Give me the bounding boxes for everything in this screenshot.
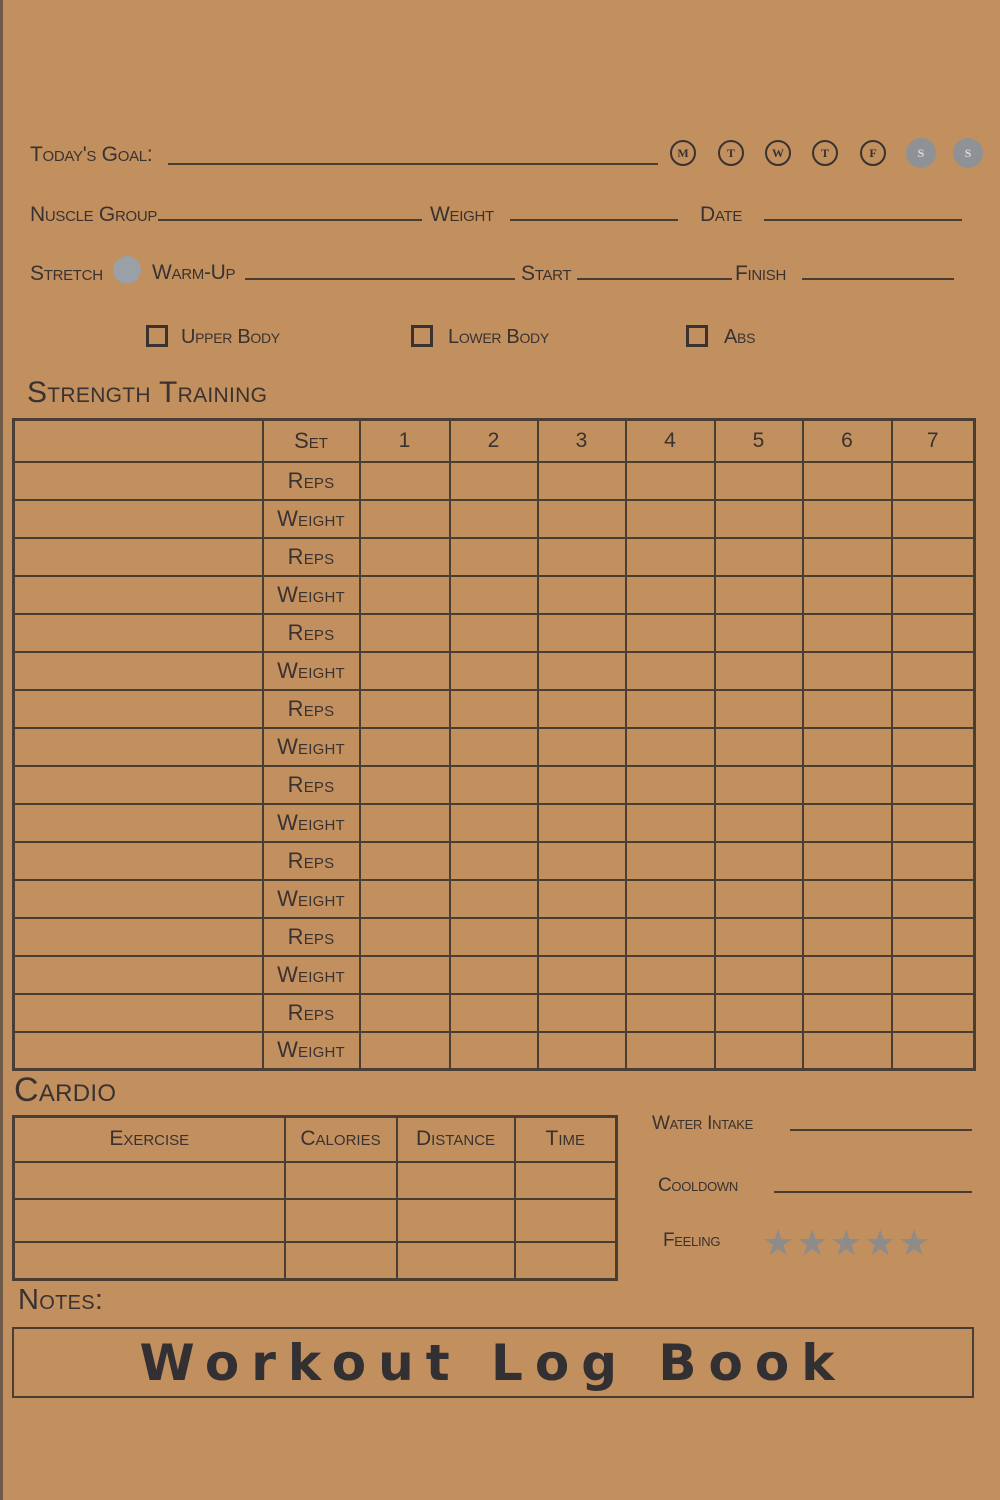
row-type-label: Reps	[263, 538, 360, 576]
set-entry-cell[interactable]	[803, 918, 892, 956]
cooldown-field[interactable]	[774, 1191, 972, 1193]
strength-row	[14, 652, 975, 690]
stretch-label: Stretch	[30, 262, 103, 285]
set-entry-cell[interactable]	[450, 842, 538, 880]
set-entry-cell[interactable]	[538, 652, 626, 690]
set-entry-cell[interactable]	[360, 690, 450, 728]
start-field[interactable]	[577, 278, 732, 280]
set-entry-cell[interactable]	[892, 804, 975, 842]
water-intake-field[interactable]	[790, 1129, 972, 1131]
set-entry-cell[interactable]	[626, 918, 715, 956]
set-entry-cell[interactable]	[715, 994, 803, 1032]
set-number-header: 1	[360, 420, 450, 462]
cardio-table	[12, 1115, 618, 1281]
water-intake-label: Water Intake	[652, 1113, 753, 1134]
lower-body-checkbox[interactable]	[411, 325, 433, 347]
row-type-label: Weight	[263, 880, 360, 918]
set-entry-cell[interactable]	[538, 880, 626, 918]
row-type-label: Reps	[263, 766, 360, 804]
set-entry-cell[interactable]	[892, 994, 975, 1032]
day-toggle-monday[interactable]: M	[670, 140, 696, 166]
set-entry-cell[interactable]	[450, 956, 538, 994]
abs-checkbox[interactable]	[686, 325, 708, 347]
exercise-name-cell[interactable]	[14, 538, 263, 576]
cardio-row	[14, 1199, 617, 1242]
set-entry-cell[interactable]	[892, 652, 975, 690]
row-type-label: Reps	[263, 462, 360, 500]
set-entry-cell[interactable]	[360, 804, 450, 842]
set-entry-cell[interactable]	[360, 576, 450, 614]
strength-row	[14, 804, 975, 842]
set-entry-cell[interactable]	[626, 956, 715, 994]
set-entry-cell[interactable]	[450, 728, 538, 766]
set-entry-cell[interactable]	[715, 1032, 803, 1070]
set-entry-cell[interactable]	[360, 842, 450, 880]
star-icon[interactable]: ★	[864, 1222, 897, 1263]
strength-row	[14, 766, 975, 804]
set-entry-cell[interactable]	[538, 842, 626, 880]
set-entry-cell[interactable]	[626, 728, 715, 766]
row-type-label: Weight	[263, 500, 360, 538]
cardio-exercise-cell[interactable]	[14, 1199, 285, 1242]
exercise-name-cell[interactable]	[14, 918, 263, 956]
exercise-name-cell[interactable]	[14, 766, 263, 804]
cardio-time-cell[interactable]	[515, 1199, 617, 1242]
set-entry-cell[interactable]	[538, 956, 626, 994]
muscle-group-label: Nuscle Group	[30, 203, 158, 226]
set-number-header: 6	[803, 420, 892, 462]
todays-goal-field[interactable]	[168, 163, 658, 165]
exercise-name-cell[interactable]	[14, 842, 263, 880]
set-entry-cell[interactable]	[626, 538, 715, 576]
set-entry-cell[interactable]	[892, 918, 975, 956]
day-toggle-sunday[interactable]: S	[953, 138, 983, 168]
set-header: Set	[263, 420, 360, 462]
set-entry-cell[interactable]	[360, 728, 450, 766]
set-entry-cell[interactable]	[360, 462, 450, 500]
day-toggle-wednesday[interactable]: W	[765, 140, 791, 166]
strength-row	[14, 614, 975, 652]
feeling-label: Feeling	[663, 1230, 721, 1251]
day-toggle-tuesday[interactable]: T	[718, 140, 744, 166]
row-type-label: Reps	[263, 690, 360, 728]
set-entry-cell[interactable]	[450, 690, 538, 728]
set-entry-cell[interactable]	[715, 880, 803, 918]
date-field[interactable]	[764, 219, 962, 221]
cardio-distance-cell[interactable]	[397, 1199, 515, 1242]
feeling-rating[interactable]	[762, 1222, 937, 1263]
set-entry-cell[interactable]	[892, 880, 975, 918]
strength-row	[14, 880, 975, 918]
exercise-name-cell[interactable]	[14, 690, 263, 728]
set-entry-cell[interactable]	[450, 462, 538, 500]
strength-row	[14, 1032, 975, 1070]
strength-row	[14, 500, 975, 538]
set-entry-cell[interactable]	[892, 690, 975, 728]
notes-box[interactable]	[12, 1327, 974, 1398]
set-entry-cell[interactable]	[626, 994, 715, 1032]
strength-row	[14, 462, 975, 500]
cardio-title: Cardio	[14, 1071, 117, 1109]
set-entry-cell[interactable]	[538, 576, 626, 614]
set-entry-cell[interactable]	[803, 728, 892, 766]
set-entry-cell[interactable]	[803, 652, 892, 690]
exercise-header-cell	[14, 420, 263, 462]
weight-field[interactable]	[510, 219, 678, 221]
upper-body-checkbox[interactable]	[146, 325, 168, 347]
set-entry-cell[interactable]	[450, 500, 538, 538]
set-entry-cell[interactable]	[360, 652, 450, 690]
set-entry-cell[interactable]	[892, 842, 975, 880]
set-entry-cell[interactable]	[892, 500, 975, 538]
finish-label: Finish	[735, 262, 787, 285]
set-entry-cell[interactable]	[715, 956, 803, 994]
strength-row	[14, 842, 975, 880]
set-entry-cell[interactable]	[803, 538, 892, 576]
cardio-calories-cell[interactable]	[285, 1199, 397, 1242]
page-edge	[0, 0, 3, 1500]
set-entry-cell[interactable]	[626, 842, 715, 880]
set-entry-cell[interactable]	[626, 766, 715, 804]
set-entry-cell[interactable]	[803, 880, 892, 918]
set-entry-cell[interactable]	[538, 1032, 626, 1070]
calories-column-header: Calories	[285, 1117, 397, 1162]
set-entry-cell[interactable]	[450, 538, 538, 576]
set-number-header: 2	[450, 420, 538, 462]
set-entry-cell[interactable]	[538, 462, 626, 500]
exercise-name-cell[interactable]	[14, 500, 263, 538]
time-column-header: Time	[515, 1117, 617, 1162]
set-entry-cell[interactable]	[626, 1032, 715, 1070]
strength-row	[14, 576, 975, 614]
set-number-header: 5	[715, 420, 803, 462]
exercise-name-cell[interactable]	[14, 880, 263, 918]
stretch-toggle[interactable]	[113, 256, 141, 284]
row-type-label: Weight	[263, 956, 360, 994]
row-type-label: Weight	[263, 1032, 360, 1070]
strength-table	[12, 418, 976, 1071]
set-entry-cell[interactable]	[360, 1032, 450, 1070]
set-entry-cell[interactable]	[450, 994, 538, 1032]
set-number-header: 7	[892, 420, 975, 462]
strength-training-title: Strength Training	[27, 376, 268, 409]
exercise-name-cell[interactable]	[14, 804, 263, 842]
row-type-label: Reps	[263, 614, 360, 652]
upper-body-label: Upper Body	[181, 326, 280, 348]
notes-label: Notes:	[18, 1284, 104, 1316]
set-entry-cell[interactable]	[892, 462, 975, 500]
day-toggle-saturday[interactable]: S	[906, 138, 936, 168]
set-entry-cell[interactable]	[803, 994, 892, 1032]
exercise-name-cell[interactable]	[14, 614, 263, 652]
set-entry-cell[interactable]	[803, 614, 892, 652]
date-label: Date	[700, 203, 743, 226]
set-entry-cell[interactable]	[538, 538, 626, 576]
row-type-label: Reps	[263, 842, 360, 880]
cardio-exercise-cell[interactable]	[14, 1242, 285, 1280]
strength-row	[14, 728, 975, 766]
set-entry-cell[interactable]	[450, 880, 538, 918]
star-icon[interactable]: ★	[796, 1222, 829, 1263]
set-entry-cell[interactable]	[538, 804, 626, 842]
start-label: Start	[521, 262, 572, 285]
row-type-label: Reps	[263, 994, 360, 1032]
set-entry-cell[interactable]	[450, 1032, 538, 1070]
set-entry-cell[interactable]	[715, 500, 803, 538]
strength-row	[14, 994, 975, 1032]
row-type-label: Weight	[263, 652, 360, 690]
cardio-time-cell[interactable]	[515, 1162, 617, 1199]
row-type-label: Reps	[263, 918, 360, 956]
cardio-exercise-cell[interactable]	[14, 1162, 285, 1199]
set-entry-cell[interactable]	[450, 614, 538, 652]
set-entry-cell[interactable]	[450, 804, 538, 842]
set-entry-cell[interactable]	[626, 462, 715, 500]
distance-column-header: Distance	[397, 1117, 515, 1162]
set-entry-cell[interactable]	[803, 842, 892, 880]
cooldown-label: Cooldown	[658, 1175, 738, 1196]
set-entry-cell[interactable]	[538, 766, 626, 804]
set-entry-cell[interactable]	[360, 500, 450, 538]
set-entry-cell[interactable]	[538, 728, 626, 766]
set-entry-cell[interactable]	[715, 918, 803, 956]
set-entry-cell[interactable]	[538, 918, 626, 956]
warmup-label: Warm-Up	[152, 261, 236, 284]
star-icon[interactable]: ★	[898, 1222, 931, 1263]
cardio-row	[14, 1162, 617, 1199]
set-entry-cell[interactable]	[360, 918, 450, 956]
set-entry-cell[interactable]	[715, 652, 803, 690]
row-type-label: Weight	[263, 576, 360, 614]
exercise-name-cell[interactable]	[14, 994, 263, 1032]
set-entry-cell[interactable]	[892, 576, 975, 614]
cardio-distance-cell[interactable]	[397, 1242, 515, 1280]
set-entry-cell[interactable]	[360, 614, 450, 652]
set-entry-cell[interactable]	[803, 462, 892, 500]
set-entry-cell[interactable]	[626, 690, 715, 728]
strength-row	[14, 918, 975, 956]
set-entry-cell[interactable]	[715, 614, 803, 652]
row-type-label: Weight	[263, 728, 360, 766]
set-entry-cell[interactable]	[626, 652, 715, 690]
set-entry-cell[interactable]	[715, 462, 803, 500]
set-entry-cell[interactable]	[803, 576, 892, 614]
book-title: Workout Log Book	[139, 1333, 847, 1392]
weight-label: Weight	[430, 203, 494, 226]
finish-field[interactable]	[802, 278, 954, 280]
set-entry-cell[interactable]	[626, 576, 715, 614]
set-number-header: 4	[626, 420, 715, 462]
exercise-name-cell[interactable]	[14, 1032, 263, 1070]
row-type-label: Weight	[263, 804, 360, 842]
set-entry-cell[interactable]	[892, 1032, 975, 1070]
set-entry-cell[interactable]	[892, 766, 975, 804]
set-entry-cell[interactable]	[360, 766, 450, 804]
star-icon[interactable]: ★	[830, 1222, 863, 1263]
cardio-header-row	[14, 1117, 617, 1162]
set-entry-cell[interactable]	[715, 576, 803, 614]
set-entry-cell[interactable]	[803, 766, 892, 804]
set-entry-cell[interactable]	[360, 994, 450, 1032]
set-entry-cell[interactable]	[538, 690, 626, 728]
cardio-distance-cell[interactable]	[397, 1162, 515, 1199]
strength-row	[14, 690, 975, 728]
cardio-calories-cell[interactable]	[285, 1242, 397, 1280]
muscle-group-field[interactable]	[158, 219, 422, 221]
exercise-column-header: Exercise	[14, 1117, 285, 1162]
cardio-time-cell[interactable]	[515, 1242, 617, 1280]
set-entry-cell[interactable]	[892, 956, 975, 994]
set-entry-cell[interactable]	[803, 956, 892, 994]
set-entry-cell[interactable]	[626, 614, 715, 652]
set-entry-cell[interactable]	[360, 956, 450, 994]
abs-label: Abs	[724, 326, 756, 348]
set-number-header: 3	[538, 420, 626, 462]
exercise-name-cell[interactable]	[14, 956, 263, 994]
set-entry-cell[interactable]	[715, 538, 803, 576]
set-entry-cell[interactable]	[360, 880, 450, 918]
todays-goal-label: Today's Goal:	[30, 143, 153, 166]
set-entry-cell[interactable]	[715, 804, 803, 842]
set-entry-cell[interactable]	[450, 766, 538, 804]
set-entry-cell[interactable]	[803, 1032, 892, 1070]
set-entry-cell[interactable]	[626, 804, 715, 842]
set-entry-cell[interactable]	[715, 690, 803, 728]
cardio-row	[14, 1242, 617, 1280]
set-entry-cell[interactable]	[626, 880, 715, 918]
set-entry-cell[interactable]	[803, 500, 892, 538]
set-entry-cell[interactable]	[715, 842, 803, 880]
warmup-field[interactable]	[245, 278, 515, 280]
set-entry-cell[interactable]	[538, 614, 626, 652]
set-entry-cell[interactable]	[450, 576, 538, 614]
day-toggle-friday[interactable]: F	[860, 140, 886, 166]
set-entry-cell[interactable]	[803, 804, 892, 842]
cardio-calories-cell[interactable]	[285, 1162, 397, 1199]
set-entry-cell[interactable]	[892, 614, 975, 652]
set-entry-cell[interactable]	[360, 538, 450, 576]
exercise-name-cell[interactable]	[14, 462, 263, 500]
exercise-name-cell[interactable]	[14, 728, 263, 766]
strength-header-row	[14, 420, 975, 462]
star-icon[interactable]: ★	[762, 1222, 795, 1263]
exercise-name-cell[interactable]	[14, 576, 263, 614]
set-entry-cell[interactable]	[715, 728, 803, 766]
lower-body-label: Lower Body	[448, 326, 549, 348]
set-entry-cell[interactable]	[450, 918, 538, 956]
set-entry-cell[interactable]	[626, 500, 715, 538]
set-entry-cell[interactable]	[892, 538, 975, 576]
set-entry-cell[interactable]	[892, 728, 975, 766]
set-entry-cell[interactable]	[803, 690, 892, 728]
set-entry-cell[interactable]	[715, 766, 803, 804]
strength-row	[14, 956, 975, 994]
day-toggle-thursday[interactable]: T	[812, 140, 838, 166]
strength-row	[14, 538, 975, 576]
exercise-name-cell[interactable]	[14, 652, 263, 690]
set-entry-cell[interactable]	[538, 994, 626, 1032]
set-entry-cell[interactable]	[450, 652, 538, 690]
set-entry-cell[interactable]	[538, 500, 626, 538]
